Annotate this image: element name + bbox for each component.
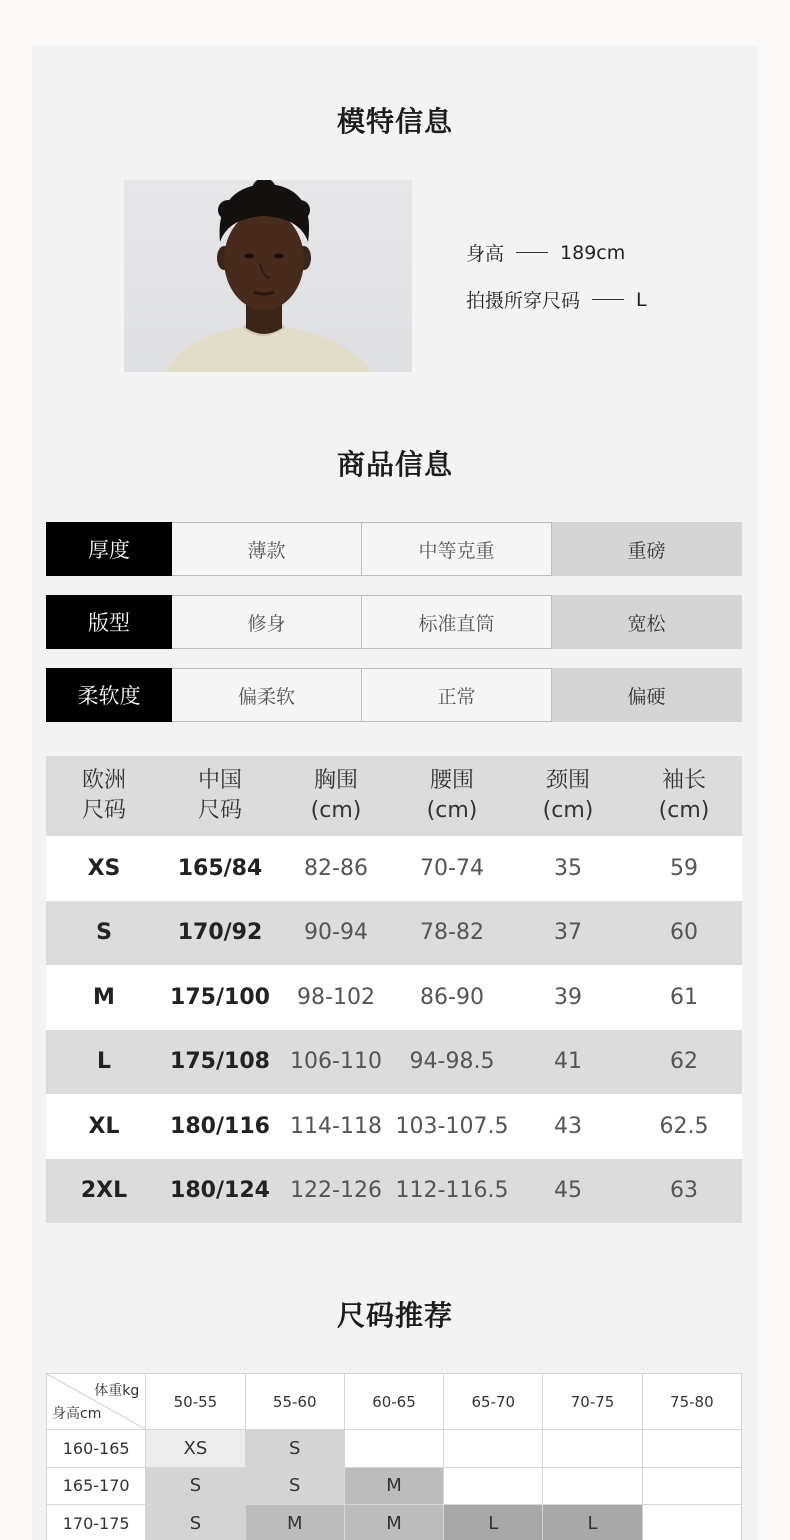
table-cell: XL bbox=[46, 1094, 162, 1159]
weight-range: 65-70 bbox=[444, 1374, 543, 1430]
table-row bbox=[46, 836, 742, 901]
table-cell: 62.5 bbox=[626, 1094, 742, 1159]
grid-corner-cell bbox=[47, 1374, 146, 1430]
recommend-cell: S bbox=[245, 1467, 344, 1505]
weight-range: 60-65 bbox=[344, 1374, 443, 1430]
table-cell: 114-118 bbox=[278, 1094, 394, 1159]
table-cell: XS bbox=[46, 836, 162, 901]
height-range: 170-175 bbox=[47, 1505, 146, 1540]
property-option: 正常 bbox=[362, 668, 552, 722]
recommend-cell bbox=[344, 1430, 443, 1468]
property-option: 薄款 bbox=[172, 522, 362, 576]
size-recommend-grid bbox=[46, 1373, 742, 1540]
height-range: 165-170 bbox=[47, 1467, 146, 1505]
table-cell: 59 bbox=[626, 836, 742, 901]
weight-axis-label: 体重kg bbox=[94, 1383, 140, 1399]
recommend-cell bbox=[444, 1430, 543, 1468]
size-value: L bbox=[636, 288, 647, 311]
recommend-cell: S bbox=[146, 1467, 245, 1505]
weight-range: 50-55 bbox=[146, 1374, 245, 1430]
table-cell: 122-126 bbox=[278, 1159, 394, 1224]
table-cell: 2XL bbox=[46, 1159, 162, 1224]
model-size bbox=[466, 286, 647, 313]
grid-row bbox=[47, 1430, 742, 1468]
table-cell: 60 bbox=[626, 901, 742, 966]
table-row bbox=[46, 1159, 742, 1224]
table-cell: 35 bbox=[510, 836, 626, 901]
table-cell: 175/100 bbox=[162, 965, 278, 1030]
table-cell: 78-82 bbox=[394, 901, 510, 966]
weight-range: 75-80 bbox=[642, 1374, 741, 1430]
table-cell: 90-94 bbox=[278, 901, 394, 966]
property-option-selected: 重磅 bbox=[552, 522, 742, 576]
height-range: 160-165 bbox=[47, 1430, 146, 1468]
table-cell: 39 bbox=[510, 965, 626, 1030]
header-eu-size: 欧洲 尺码 bbox=[46, 756, 162, 836]
weight-range: 55-60 bbox=[245, 1374, 344, 1430]
table-cell: 112-116.5 bbox=[394, 1159, 510, 1224]
recommend-cell bbox=[543, 1430, 642, 1468]
table-cell: 86-90 bbox=[394, 965, 510, 1030]
grid-row bbox=[47, 1505, 742, 1540]
recommend-cell bbox=[444, 1467, 543, 1505]
size-label: 拍摄所穿尺码 bbox=[466, 290, 581, 312]
header-neck: 颈围 (cm) bbox=[510, 756, 626, 836]
table-cell: 63 bbox=[626, 1159, 742, 1224]
divider-line bbox=[592, 299, 624, 300]
model-section-title: 模特信息 bbox=[336, 105, 453, 138]
size-table-header bbox=[46, 756, 742, 836]
recommend-cell bbox=[642, 1430, 741, 1468]
property-option-selected: 偏硬 bbox=[552, 668, 742, 722]
recommend-cell: M bbox=[245, 1505, 344, 1540]
table-cell: 45 bbox=[510, 1159, 626, 1224]
recommend-cell bbox=[642, 1505, 741, 1540]
table-cell: M bbox=[46, 965, 162, 1030]
table-cell: 41 bbox=[510, 1030, 626, 1095]
table-cell: 180/124 bbox=[162, 1159, 278, 1224]
height-label: 身高 bbox=[466, 243, 505, 265]
property-label: 版型 bbox=[46, 595, 172, 649]
table-cell: 94-98.5 bbox=[394, 1030, 510, 1095]
grid-header-row bbox=[47, 1374, 742, 1430]
table-cell: 62 bbox=[626, 1030, 742, 1095]
property-label: 厚度 bbox=[46, 522, 172, 576]
product-section-title: 商品信息 bbox=[336, 448, 453, 481]
recommend-cell: M bbox=[344, 1505, 443, 1540]
table-cell: 82-86 bbox=[278, 836, 394, 901]
property-label: 柔软度 bbox=[46, 668, 172, 722]
divider-line bbox=[516, 252, 548, 253]
weight-range: 70-75 bbox=[543, 1374, 642, 1430]
recommend-cell: S bbox=[146, 1505, 245, 1540]
header-sleeve: 袖长 (cm) bbox=[626, 756, 742, 836]
table-cell: 43 bbox=[510, 1094, 626, 1159]
recommend-section-title: 尺码推荐 bbox=[336, 1299, 453, 1332]
grid-row bbox=[47, 1467, 742, 1505]
recommend-cell: L bbox=[543, 1505, 642, 1540]
table-row bbox=[46, 1030, 742, 1095]
table-cell: 170/92 bbox=[162, 901, 278, 966]
header-cn-size: 中国 尺码 bbox=[162, 756, 278, 836]
recommend-cell: M bbox=[344, 1467, 443, 1505]
model-photo bbox=[124, 180, 412, 372]
table-cell: 98-102 bbox=[278, 965, 394, 1030]
table-cell: 37 bbox=[510, 901, 626, 966]
model-height bbox=[466, 239, 625, 266]
property-row-fit bbox=[46, 595, 742, 649]
table-cell: L bbox=[46, 1030, 162, 1095]
table-cell: 103-107.5 bbox=[394, 1094, 510, 1159]
table-cell: S bbox=[46, 901, 162, 966]
table-cell: 106-110 bbox=[278, 1030, 394, 1095]
height-value: 189cm bbox=[560, 241, 626, 264]
recommend-cell bbox=[543, 1467, 642, 1505]
table-cell: 180/116 bbox=[162, 1094, 278, 1159]
recommend-cell: XS bbox=[146, 1430, 245, 1468]
recommend-cell: S bbox=[245, 1430, 344, 1468]
table-row bbox=[46, 965, 742, 1030]
header-chest: 胸围 (cm) bbox=[278, 756, 394, 836]
property-row-softness bbox=[46, 668, 742, 722]
table-row bbox=[46, 1094, 742, 1159]
recommend-cell bbox=[642, 1467, 741, 1505]
property-option-selected: 宽松 bbox=[552, 595, 742, 649]
recommend-cell: L bbox=[444, 1505, 543, 1540]
table-row bbox=[46, 901, 742, 966]
table-cell: 70-74 bbox=[394, 836, 510, 901]
property-row-thickness bbox=[46, 522, 742, 576]
property-option: 修身 bbox=[172, 595, 362, 649]
size-table bbox=[46, 756, 742, 1223]
property-option: 偏柔软 bbox=[172, 668, 362, 722]
property-option: 中等克重 bbox=[362, 522, 552, 576]
table-cell: 175/108 bbox=[162, 1030, 278, 1095]
table-cell: 165/84 bbox=[162, 836, 278, 901]
table-cell: 61 bbox=[626, 965, 742, 1030]
header-waist: 腰围 (cm) bbox=[394, 756, 510, 836]
property-option: 标准直筒 bbox=[362, 595, 552, 649]
height-axis-label: 身高cm bbox=[52, 1406, 102, 1422]
